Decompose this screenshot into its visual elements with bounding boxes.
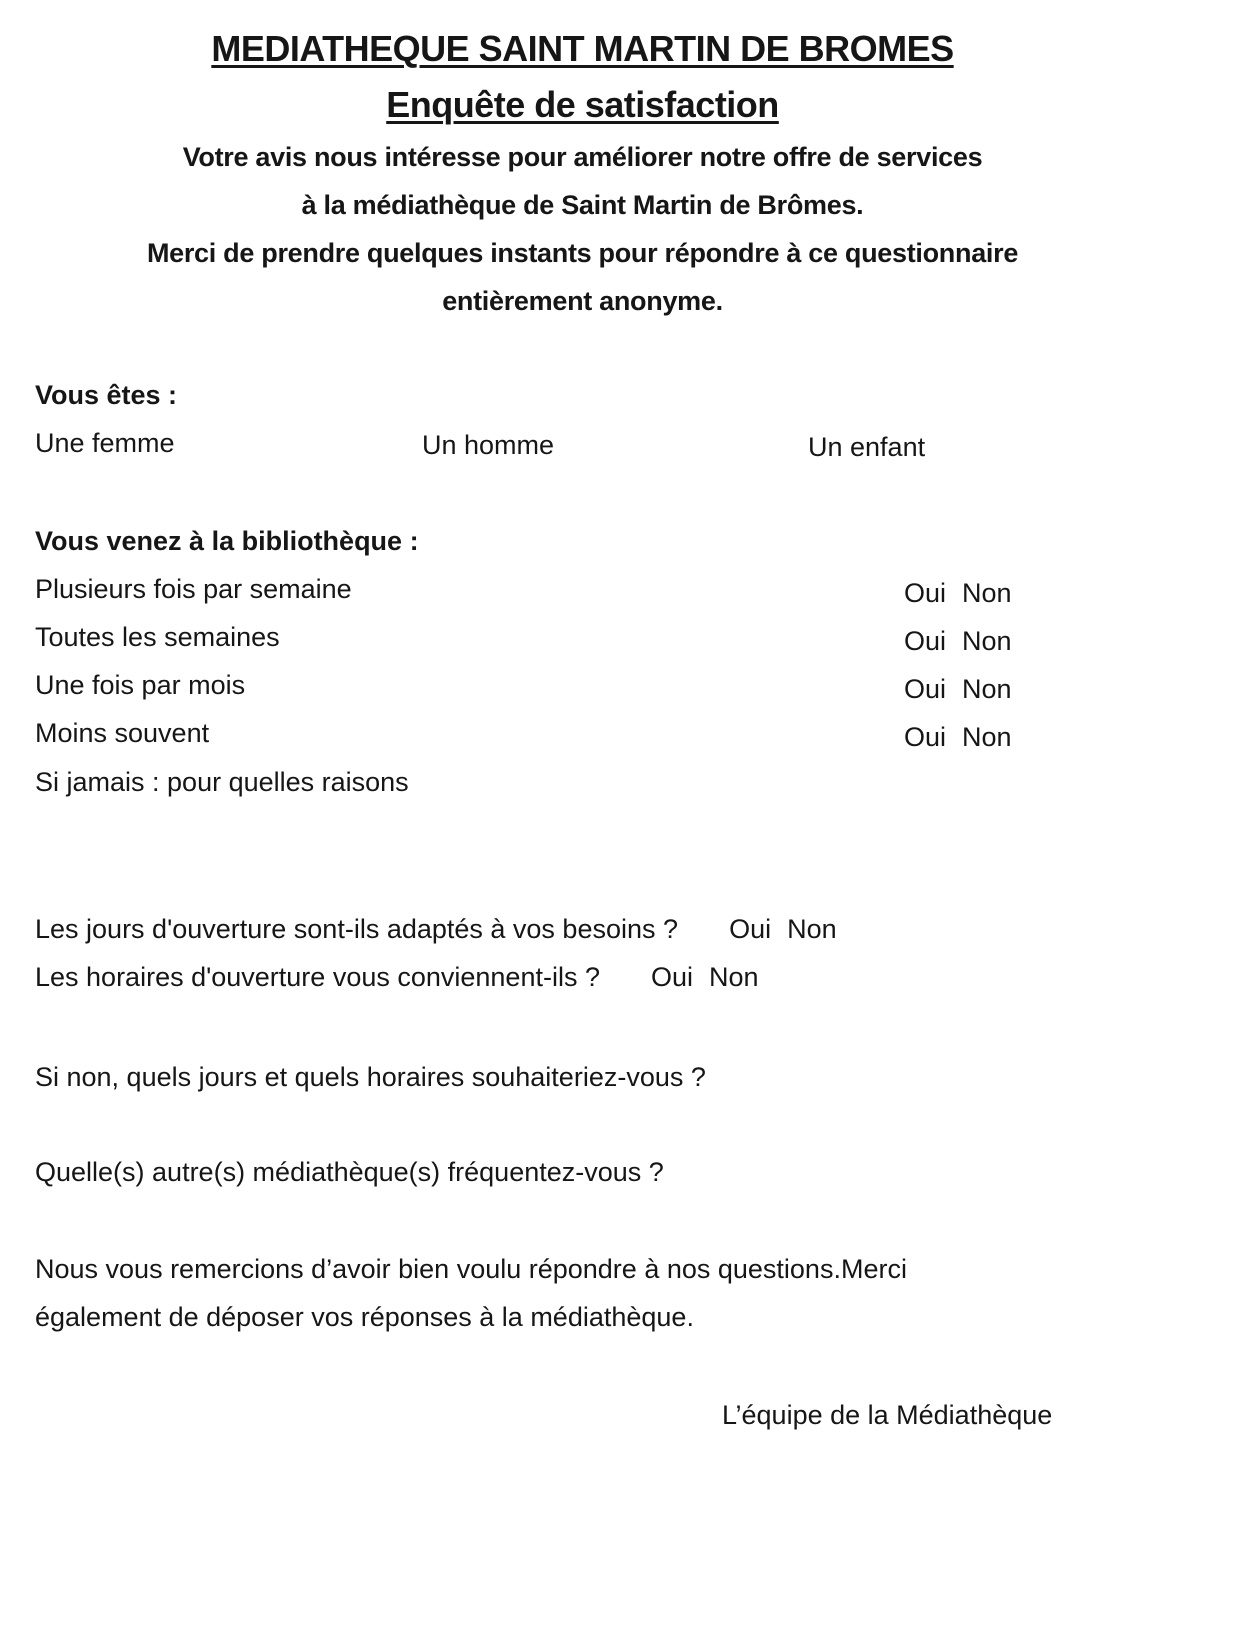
closing-line-1: Nous vous remercions d’avoir bien voulu répondre à nos questions.Merci [35,1254,907,1284]
oui-option[interactable]: Oui [904,674,947,704]
question-label: Les jours d'ouverture sont-ils adaptés à vos besoins ? [35,914,679,944]
si-non-question: Si non, quels jours et quels horaires souhaiteriez-vous ? [35,1062,706,1092]
frequence-row-label: Une fois par mois [35,670,246,700]
vous-etes-label: Vous êtes : [35,380,178,410]
oui-option[interactable]: Oui [729,914,772,944]
non-option[interactable]: Non [962,674,1012,704]
frequence-row-label: Toutes les semaines [35,622,280,652]
non-option[interactable]: Non [962,722,1012,752]
non-option[interactable]: Non [962,626,1012,656]
jours-ouverture-question [35,914,837,945]
option-femme[interactable]: Une femme [35,428,175,458]
oui-option[interactable]: Oui [904,722,947,752]
intro-line-2: à la médiathèque de Saint Martin de Brômes. [301,190,864,220]
question-label: Les horaires d'ouverture vous conviennent-ils ? [35,962,600,992]
non-option[interactable]: Non [709,962,759,992]
page-subtitle: Enquête de satisfaction [386,84,779,125]
non-option[interactable]: Non [787,914,837,944]
option-homme[interactable]: Un homme [422,430,555,460]
horaires-ouverture-question [35,962,759,993]
frequence-row-answer [904,674,1012,705]
frequence-row-answer [904,626,1012,657]
option-enfant[interactable]: Un enfant [808,432,926,462]
closing-line-2: également de déposer vos réponses à la médiathèque. [35,1302,694,1332]
intro-line-3: Merci de prendre quelques instants pour répondre à ce questionnaire [146,238,1019,268]
signature: L’équipe de la Médiathèque [722,1400,1053,1430]
intro-line-4: entièrement anonyme. [442,286,723,316]
frequence-row-label: Plusieurs fois par semaine [35,574,352,604]
si-jamais-question: Si jamais : pour quelles raisons [35,767,409,797]
oui-option[interactable]: Oui [904,626,947,656]
frequence-label: Vous venez à la bibliothèque : [35,526,419,556]
intro-line-1: Votre avis nous intéresse pour améliorer notre offre de services [182,142,983,172]
frequence-row-answer [904,722,1012,753]
oui-option[interactable]: Oui [904,578,947,608]
frequence-row-label: Moins souvent [35,718,210,748]
page-title: MEDIATHEQUE SAINT MARTIN DE BROMES [211,28,954,69]
autres-mediatheques-question: Quelle(s) autre(s) médiathèque(s) fréquentez-vous ? [35,1157,664,1187]
oui-option[interactable]: Oui [651,962,694,992]
non-option[interactable]: Non [962,578,1012,608]
frequence-row-answer [904,578,1012,609]
